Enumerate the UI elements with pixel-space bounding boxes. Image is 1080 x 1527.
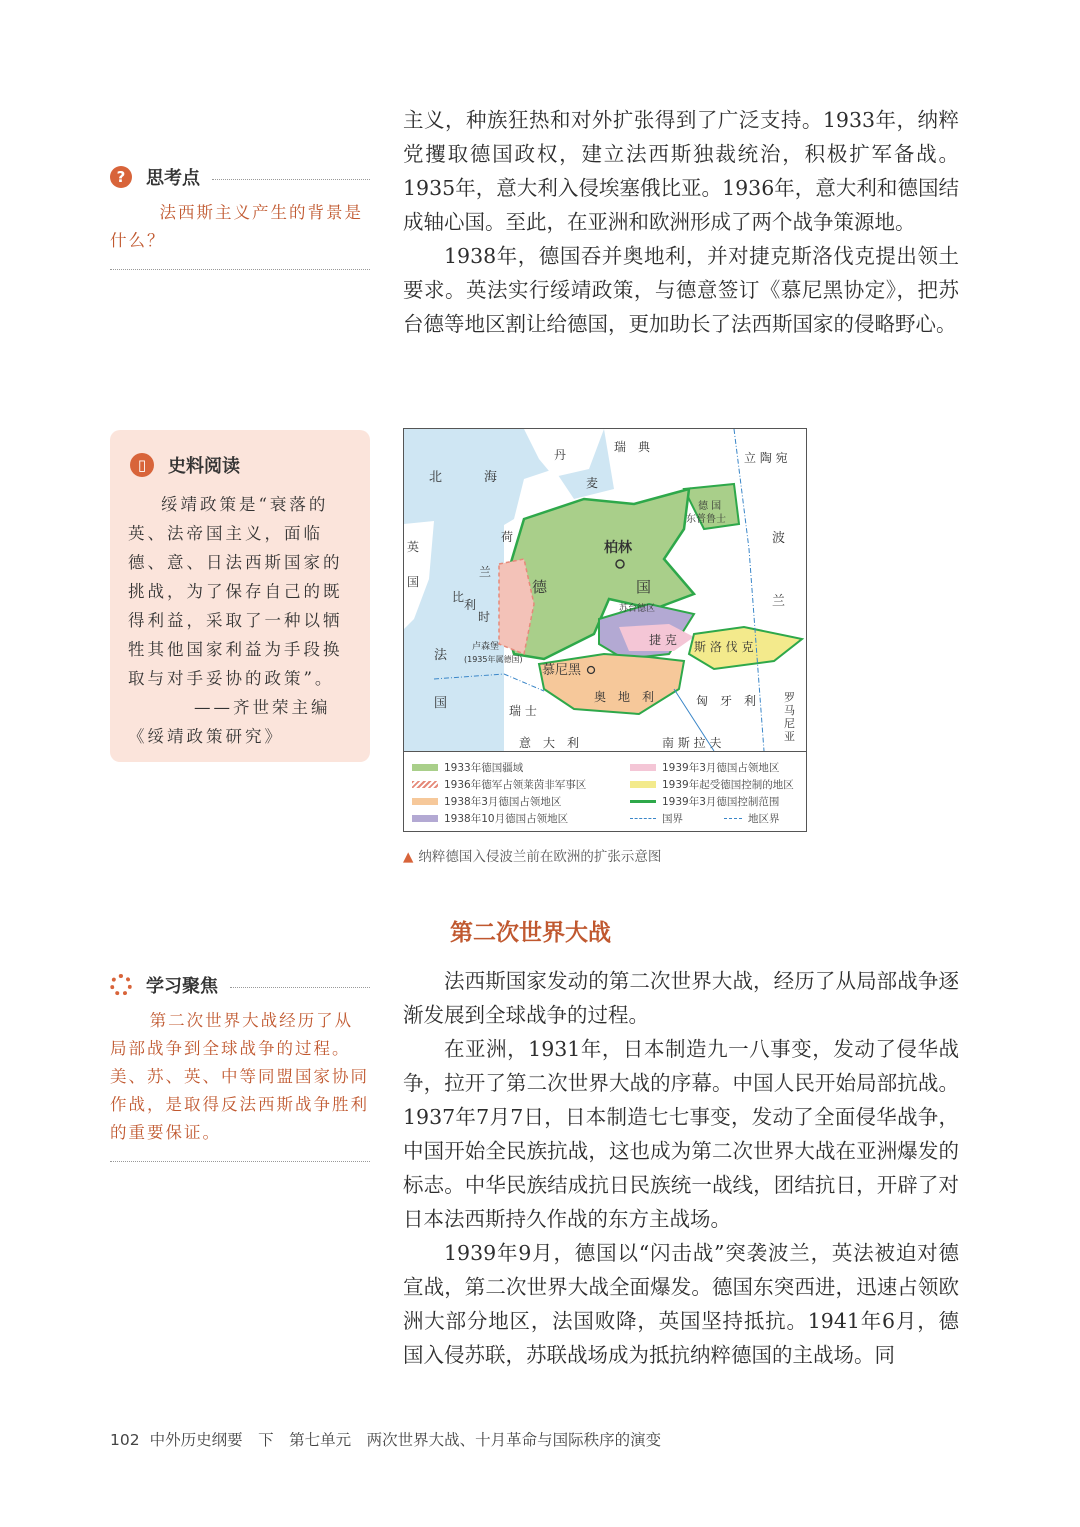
source-reading-header (110, 430, 370, 478)
map-label: (1935年属德国) (464, 655, 523, 664)
paragraph: 1938年，德国吞并奥地利，并对捷克斯洛伐克提出领土要求。英法实行绥靖政策，与德意签订《慕尼黑协定》，把苏台德等地区割让给德国，更加助长了法西斯国家的侵略野心。 (403, 244, 959, 336)
map-label: 立 陶 宛 (744, 451, 788, 465)
legend-swatch (630, 781, 656, 788)
expansion-map (403, 428, 807, 832)
page-number: 102 (110, 1431, 140, 1449)
legend-item (412, 760, 523, 775)
map-label: 柏林 (604, 540, 632, 556)
legend-swatch (412, 781, 438, 788)
map-label: 利 (464, 598, 477, 612)
legend-item (630, 794, 779, 809)
map-label: 瑞 典 (614, 440, 651, 454)
map-label: 北 (429, 470, 443, 485)
map-label: 荷 (501, 530, 514, 544)
divider (212, 179, 370, 180)
legend-label: 1938年3月德国占领地区 (444, 796, 562, 808)
paragraph: 1939年9月，德国以“闪击战”突袭波兰，英法被迫对德宣战，第二次世界大战全面爆发。德国东突西进，迅速占领欧洲大部分地区，法国败降，英国坚持抵抗。1941年6月，德国入侵苏联，苏联战场成为抵抗纳粹德国的主战场。同 (403, 1241, 959, 1367)
legend-label: 国界 (662, 813, 683, 825)
map-label: 马 (784, 704, 795, 717)
legend-divider (404, 751, 806, 752)
divider (110, 269, 370, 270)
map-label: 斯 洛 伐 克 (694, 640, 754, 654)
map-label: 丹 (554, 448, 567, 462)
legend-item (412, 777, 586, 792)
legend-label: 1939年起受德国控制的地区 (662, 779, 794, 791)
map-label: 法 (434, 648, 448, 663)
map-label: 亚 (784, 730, 795, 743)
source-reading-text: 绥靖政策是“衰落的英、法帝国主义，面临德、意、日法西斯国家的挑战，为了保存自己的既得利益，采取了一种以牺牲其他国家利益为手段换取与对手妥协的政策”。 (128, 495, 343, 688)
map-label: 国 (407, 575, 420, 589)
legend-label: 1933年德国疆域 (444, 762, 524, 774)
legend-swatch (412, 764, 438, 771)
map-label: 东普鲁士 (686, 514, 726, 525)
learning-focus-header (110, 972, 370, 998)
map-label: 南 斯 拉 夫 (662, 736, 722, 750)
learning-focus-text: 第二次世界大战经历了从局部战争到全球战争的过程。美、苏、英、中等同盟国家协同作战，是取得反法西斯战争胜利的重要保证。 (110, 1011, 369, 1142)
section-title: 第二次世界大战 (450, 920, 611, 946)
map-label: 尼 (784, 717, 795, 730)
map-label: 国 (636, 578, 652, 596)
map-label: 德 国 (698, 501, 722, 512)
learning-focus-title: 学习聚焦 (146, 976, 218, 997)
map-label: 瑞 士 (509, 704, 537, 718)
legend-swatch (412, 798, 438, 805)
legend-swatch (630, 818, 656, 819)
map-label: 苏台德区 (619, 604, 656, 614)
target-icon (110, 974, 132, 996)
map-label: 卢森堡 (472, 642, 500, 652)
map-label: 奥 地 利 (594, 690, 655, 704)
legend-item (630, 811, 683, 826)
book-icon: ▯ (130, 453, 154, 477)
page-footer (110, 1428, 661, 1450)
triangle-icon: ▲ (403, 849, 414, 865)
caption-text: 纳粹德国入侵波兰前在欧洲的扩张示意图 (418, 849, 662, 865)
divider (230, 987, 370, 988)
footer-text: 中外历史纲要 下 第七单元 两次世界大战、十月革命与国际秩序的演变 (149, 1431, 662, 1449)
map-label: 兰 (479, 565, 492, 579)
source-reading-box (110, 430, 370, 762)
main-text-bottom (403, 964, 959, 1372)
map-label: 海 (484, 470, 498, 485)
question-icon: ? (110, 166, 132, 188)
legend-label: 1939年3月德国占领地区 (662, 762, 780, 774)
legend-label: 1936年德军占领莱茵非军事区 (444, 779, 587, 791)
map-label: 慕尼黑 (542, 663, 582, 678)
map-label: 麦 (586, 476, 599, 490)
map-label: 时 (478, 610, 491, 624)
think-point-text: 法西斯主义产生的背景是什么？ (110, 203, 363, 250)
legend-swatch (630, 764, 656, 771)
legend-label: 1939年3月德国控制范围 (662, 796, 780, 808)
source-reading-title: 史料阅读 (168, 456, 240, 477)
legend-item (630, 760, 779, 775)
map-label: 国 (434, 696, 448, 711)
divider (110, 1161, 370, 1162)
think-point-title: 思考点 (146, 168, 200, 189)
main-text-top (403, 103, 959, 341)
map-label: 兰 (772, 594, 786, 609)
legend-swatch (724, 818, 742, 819)
map-label: 比 (452, 590, 465, 604)
paragraph: 法西斯国家发动的第二次世界大战，经历了从局部战争逐渐发展到全球战争的过程。 (403, 969, 959, 1027)
paragraph: 主义，种族狂热和对外扩张得到了广泛支持。1933年，纳粹党攫取德国政权，建立法西斯独裁统治，积极扩军备战。1935年，意大利入侵埃塞俄比亚。1936年，意大利和德国结成轴心国。至此，在亚洲和欧洲形成了两个战争策源地。 (403, 108, 959, 234)
legend-item (412, 811, 568, 826)
think-point-box (110, 164, 370, 270)
map-label: 匈 牙 利 (696, 694, 757, 708)
legend-swatch (630, 800, 656, 803)
map-label: 德 (532, 578, 548, 596)
legend-label: 1938年10月德国占领地区 (444, 813, 569, 825)
map-label: 意 大 利 (519, 736, 580, 750)
map-label: 罗 (784, 691, 795, 704)
legend-item (630, 777, 794, 792)
map-label: 捷 克 (649, 633, 677, 647)
learning-focus-box (110, 972, 370, 1162)
paragraph: 在亚洲，1931年，日本制造九一八事变，发动了侵华战争，拉开了第二次世界大战的序幕。中国人民开始局部抗战。1937年7月7日，日本制造七七事变，发动了全面侵华战争，中国开始全民族抗战，这也成为第二次世界大战在亚洲爆发的标志。中华民族结成抗日民族统一战线，团结抗日，开辟了对日本法西斯持久作战的东方主战场。 (403, 1037, 959, 1231)
legend-item (412, 794, 561, 809)
map-caption (403, 845, 661, 865)
map-graphic (404, 429, 806, 751)
legend-swatch (412, 815, 438, 822)
legend-item (724, 811, 780, 826)
legend-label: 地区界 (748, 813, 780, 825)
source-reading-citation: ——齐世荣主编《绥靖政策研究》 (128, 698, 331, 746)
map-label: 英 (407, 540, 420, 554)
map-label: 波 (772, 531, 786, 546)
think-point-header (110, 164, 370, 190)
